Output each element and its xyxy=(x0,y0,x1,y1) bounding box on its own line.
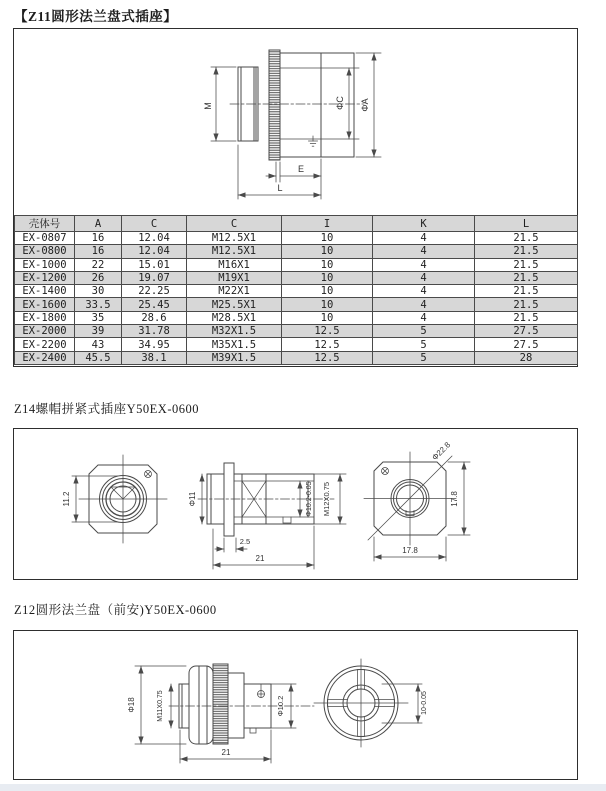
value-cell: 4 xyxy=(373,245,475,258)
dim-label-10-tol: 10-0.05 xyxy=(421,691,428,715)
value-cell: 5 xyxy=(373,338,475,351)
screw-icon xyxy=(382,468,389,475)
table-row xyxy=(15,351,578,364)
table-row xyxy=(15,325,578,338)
value-cell: 10 xyxy=(282,311,373,324)
z14-side-view xyxy=(188,463,346,569)
dim-label-phi10-2: Φ10.2 xyxy=(276,695,285,717)
section2-title: Z14螺帽拼紧式插座Y50EX-0600 xyxy=(14,402,199,416)
value-cell: 38.1 xyxy=(122,351,187,364)
value-cell: 27.5 xyxy=(475,325,578,338)
shell-number-cell: EX-0800 xyxy=(15,245,75,258)
value-cell: 22 xyxy=(75,258,122,271)
z14-front-view xyxy=(62,455,167,543)
dim-label-phi22-8: Φ22.8 xyxy=(430,440,453,463)
value-cell: 5 xyxy=(373,351,475,364)
z12-dimension-drawing xyxy=(14,631,577,779)
value-cell: 39 xyxy=(75,325,122,338)
value-cell: 21.5 xyxy=(475,245,578,258)
ground-symbol-icon xyxy=(309,136,318,146)
value-cell: 4 xyxy=(373,258,475,271)
section3-title: Z12圆形法兰盘（前安)Y50EX-0600 xyxy=(14,603,217,617)
dim-label-11-2: 11.2 xyxy=(62,491,71,507)
value-cell: 15.01 xyxy=(122,258,187,271)
value-cell: 26 xyxy=(75,271,122,284)
value-cell: 25.45 xyxy=(122,298,187,311)
dim-label-L: L xyxy=(277,183,283,193)
z14-rear-view xyxy=(364,440,470,561)
value-cell: 16 xyxy=(75,245,122,258)
shell-number-cell: EX-0807 xyxy=(15,232,75,245)
value-cell: 43 xyxy=(75,338,122,351)
table-row xyxy=(15,258,578,271)
value-cell: 21.5 xyxy=(475,258,578,271)
shell-number-cell: EX-1600 xyxy=(15,298,75,311)
value-cell: 21.5 xyxy=(475,298,578,311)
dim-label-phiA: ΦA xyxy=(360,98,370,112)
value-cell: 4 xyxy=(373,298,475,311)
value-cell: 21.5 xyxy=(475,285,578,298)
z12-rear-view xyxy=(314,659,428,747)
column-header: A xyxy=(75,216,122,232)
value-cell: 4 xyxy=(373,285,475,298)
dim-label-phi11: Φ11 xyxy=(188,491,197,507)
dim-label-17-8-right: 17.8 xyxy=(450,491,459,507)
shell-number-cell: EX-1000 xyxy=(15,258,75,271)
value-cell: M12.5X1 xyxy=(187,245,282,258)
value-cell: 22.25 xyxy=(122,285,187,298)
value-cell: 16 xyxy=(75,232,122,245)
value-cell: 10 xyxy=(282,232,373,245)
value-cell: 12.5 xyxy=(282,338,373,351)
value-cell: 21.5 xyxy=(475,232,578,245)
value-cell: 10 xyxy=(282,245,373,258)
value-cell: 10 xyxy=(282,271,373,284)
shell-number-cell: EX-1800 xyxy=(15,311,75,324)
value-cell: 12.04 xyxy=(122,232,187,245)
table-row xyxy=(15,271,578,284)
value-cell: 12.5 xyxy=(282,351,373,364)
table-header-row xyxy=(15,216,578,232)
dim-label-21: 21 xyxy=(255,554,265,563)
value-cell: 4 xyxy=(373,271,475,284)
column-header: C xyxy=(122,216,187,232)
dim-label-E: E xyxy=(297,164,305,174)
dim-label-21: 21 xyxy=(221,748,231,757)
value-cell: M16X1 xyxy=(187,258,282,271)
value-cell: 10 xyxy=(282,258,373,271)
table-body xyxy=(15,232,578,365)
value-cell: 5 xyxy=(373,325,475,338)
value-cell: M25.5X1 xyxy=(187,298,282,311)
dim-label-m11-thread: M11X0.75 xyxy=(157,690,164,722)
dim-label-17-8-bottom: 17.8 xyxy=(402,546,418,555)
shell-number-cell: EX-2000 xyxy=(15,325,75,338)
z11-panel xyxy=(13,28,578,367)
value-cell: 30 xyxy=(75,285,122,298)
value-cell: 12.04 xyxy=(122,245,187,258)
screw-icon xyxy=(145,471,152,478)
shell-number-cell: EX-2400 xyxy=(15,351,75,364)
column-header: 壳体号 xyxy=(15,216,75,232)
value-cell: 10 xyxy=(282,298,373,311)
shell-number-cell: EX-1200 xyxy=(15,271,75,284)
dim-label-phi10-2: Φ10.2-0.05 xyxy=(306,481,313,517)
column-header: C xyxy=(187,216,282,232)
dim-label-2-5: 2.5 xyxy=(239,537,251,546)
z11-side-view xyxy=(203,50,381,199)
value-cell: 19.07 xyxy=(122,271,187,284)
value-cell: 4 xyxy=(373,311,475,324)
shell-number-cell: EX-1400 xyxy=(15,285,75,298)
shell-number-cell: EX-2200 xyxy=(15,338,75,351)
value-cell: 27.5 xyxy=(475,338,578,351)
dim-label-m12-thread: M12X0.75 xyxy=(322,481,331,517)
value-cell: 12.5 xyxy=(282,325,373,338)
value-cell: M19X1 xyxy=(187,271,282,284)
value-cell: M22X1 xyxy=(187,285,282,298)
value-cell: 33.5 xyxy=(75,298,122,311)
value-cell: 21.5 xyxy=(475,311,578,324)
z14-dimension-drawing xyxy=(14,429,577,579)
value-cell: M35X1.5 xyxy=(187,338,282,351)
column-header: K xyxy=(373,216,475,232)
z11-dimension-drawing xyxy=(14,29,577,215)
dim-label-M: M xyxy=(203,102,213,110)
table-row xyxy=(15,245,578,258)
value-cell: 10 xyxy=(282,285,373,298)
table-row xyxy=(15,285,578,298)
value-cell: 45.5 xyxy=(75,351,122,364)
table-row xyxy=(15,338,578,351)
page-bottom-edge xyxy=(0,784,606,791)
value-cell: M39X1.5 xyxy=(187,351,282,364)
z12-panel xyxy=(13,630,578,780)
value-cell: M32X1.5 xyxy=(187,325,282,338)
column-header: L xyxy=(475,216,578,232)
dim-label-phi18: Φ18 xyxy=(127,697,136,713)
dim-label-phiC: ΦC xyxy=(335,96,345,110)
value-cell: 31.78 xyxy=(122,325,187,338)
value-cell: 4 xyxy=(373,232,475,245)
column-header: I xyxy=(282,216,373,232)
value-cell: 35 xyxy=(75,311,122,324)
table-row xyxy=(15,311,578,324)
value-cell: 28.6 xyxy=(122,311,187,324)
value-cell: 28 xyxy=(475,351,578,364)
z14-panel xyxy=(13,428,578,580)
value-cell: 34.95 xyxy=(122,338,187,351)
contact-mark-icon xyxy=(258,684,265,698)
value-cell: M28.5X1 xyxy=(187,311,282,324)
value-cell: M12.5X1 xyxy=(187,232,282,245)
table-row xyxy=(15,298,578,311)
z12-side-view xyxy=(127,664,314,763)
table-row xyxy=(15,232,578,245)
z11-dimension-table xyxy=(14,215,578,365)
section1-title: 【Z11圆形法兰盘式插座】 xyxy=(14,9,178,24)
value-cell: 21.5 xyxy=(475,271,578,284)
